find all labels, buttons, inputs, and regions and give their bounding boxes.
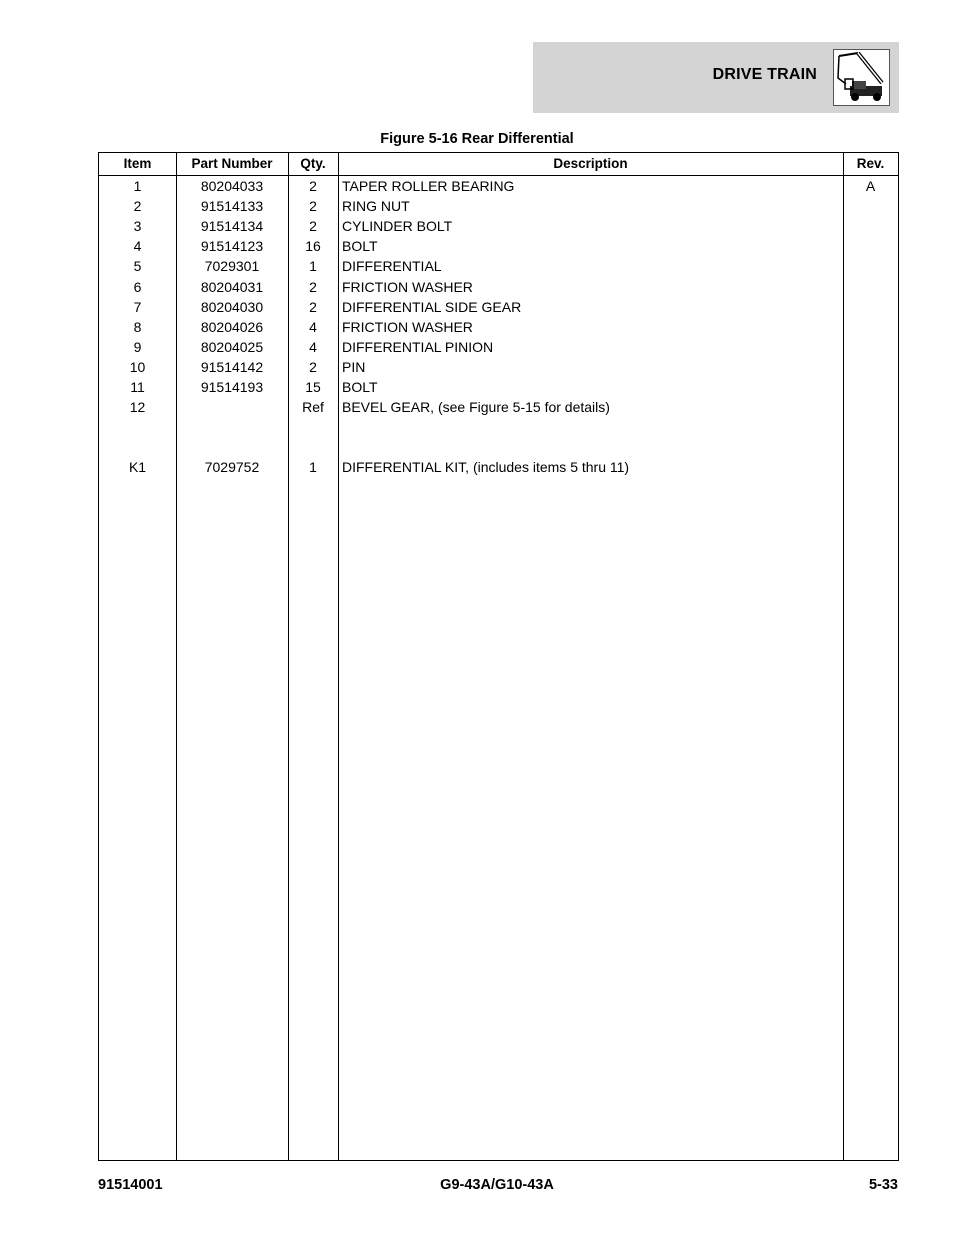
footer-page-number: 5-33 [868,1177,898,1193]
cell-description: BOLT [342,238,378,255]
table-row [99,317,898,337]
footer-doc-number: 91514001 [98,1177,163,1193]
cell-qty: 1 [309,459,317,476]
table-row [99,176,898,196]
cell-item: 1 [133,178,142,194]
cell-description: BEVEL GEAR, (see Figure 5-15 for details) [342,399,610,416]
cell-description: CYLINDER BOLT [342,218,453,235]
cell-rev [843,277,898,297]
cell-description: DIFFERENTIAL KIT, (includes items 5 thru 11) [342,459,630,476]
cell-part-number: 80204026 [200,318,264,335]
cell-qty: 15 [305,379,321,395]
cell-qty: 1 [309,258,317,275]
cell-rev [843,297,898,317]
cell-part-number [176,417,288,437]
cell-rev [843,357,898,377]
section-title: DRIVE TRAIN [712,66,817,83]
table-row [99,277,898,297]
figure-title: Figure 5-16 Rear Differential [380,131,574,147]
cell-rev [843,317,898,337]
cell-qty: 2 [309,198,317,215]
column-header-rev: Rev. [856,156,885,171]
cell-item: 4 [133,238,142,255]
cell-qty: 16 [305,238,321,255]
cell-part-number [176,397,288,417]
cell-part-number: 91514193 [200,379,264,395]
boom-lift-icon [833,49,890,106]
cell-rev [843,437,898,457]
cell-item: 12 [129,399,146,416]
section-header [533,42,899,113]
cell-rev: A [865,178,876,194]
cell-part-number: 91514133 [200,198,264,215]
table-row [99,417,898,437]
cell-part-number: 80204030 [200,298,264,315]
cell-rev [843,196,898,216]
cell-qty [288,437,338,457]
table-row [99,216,898,236]
cell-description: DIFFERENTIAL PINION [342,338,494,355]
cell-description: FRICTION WASHER [342,278,473,295]
cell-item: 11 [130,379,145,395]
cell-rev [843,236,898,256]
table-row [99,337,898,357]
cell-part-number: 91514142 [200,358,264,375]
table-row [99,256,898,276]
cell-description: FRICTION WASHER [342,318,473,335]
cell-item: 10 [129,358,146,375]
cell-part-number: 7029752 [204,459,260,476]
cell-part-number: 80204031 [200,278,264,295]
column-header-qty: Qty. [300,156,326,171]
cell-qty: 2 [309,218,317,235]
cell-qty: 2 [309,298,317,315]
table-row [99,297,898,317]
cell-part-number: 80204033 [200,178,264,194]
cell-qty [288,417,338,437]
cell-item: 7 [133,298,142,315]
cell-description [342,417,842,437]
cell-part-number: 91514134 [200,218,264,235]
cell-item [99,417,176,437]
cell-rev [843,457,898,477]
cell-qty: 4 [309,318,317,335]
cell-item: 8 [133,318,142,335]
cell-item: 5 [133,258,142,275]
cell-item: 2 [133,198,142,215]
cell-description: PIN [342,358,366,375]
cell-item [99,437,176,457]
cell-rev [843,377,898,397]
column-header-description: Description [553,156,628,171]
cell-qty: 2 [309,178,317,194]
table-row [99,236,898,256]
parts-table [98,152,899,1161]
cell-description: BOLT [342,379,378,395]
table-row [99,196,898,216]
cell-description: DIFFERENTIAL [342,258,442,275]
table-row [99,377,898,397]
cell-rev [843,417,898,437]
cell-part-number: 80204025 [200,338,264,355]
cell-description: RING NUT [342,198,410,215]
footer-model: G9-43A/G10-43A [440,1177,554,1193]
cell-part-number [176,437,288,457]
table-row [99,397,898,417]
cell-part-number: 91514123 [200,238,264,255]
cell-description [342,437,842,457]
table-row [99,457,898,477]
cell-item: 9 [133,338,142,355]
cell-description: TAPER ROLLER BEARING [342,178,515,194]
cell-rev [843,216,898,236]
cell-qty: 4 [309,338,317,355]
table-row [99,437,898,457]
column-header-part-number: Part Number [191,156,273,171]
cell-qty: 2 [309,278,317,295]
cell-item: K1 [128,459,147,476]
cell-rev [843,337,898,357]
cell-part-number: 7029301 [204,258,260,275]
table-row [99,357,898,377]
cell-qty: 2 [309,358,317,375]
cell-item: 3 [133,218,142,235]
column-header-item: Item [123,156,152,171]
cell-rev [843,397,898,417]
cell-description: DIFFERENTIAL SIDE GEAR [342,298,522,315]
cell-rev [843,256,898,276]
cell-item: 6 [133,278,142,295]
cell-qty: Ref [302,399,324,416]
